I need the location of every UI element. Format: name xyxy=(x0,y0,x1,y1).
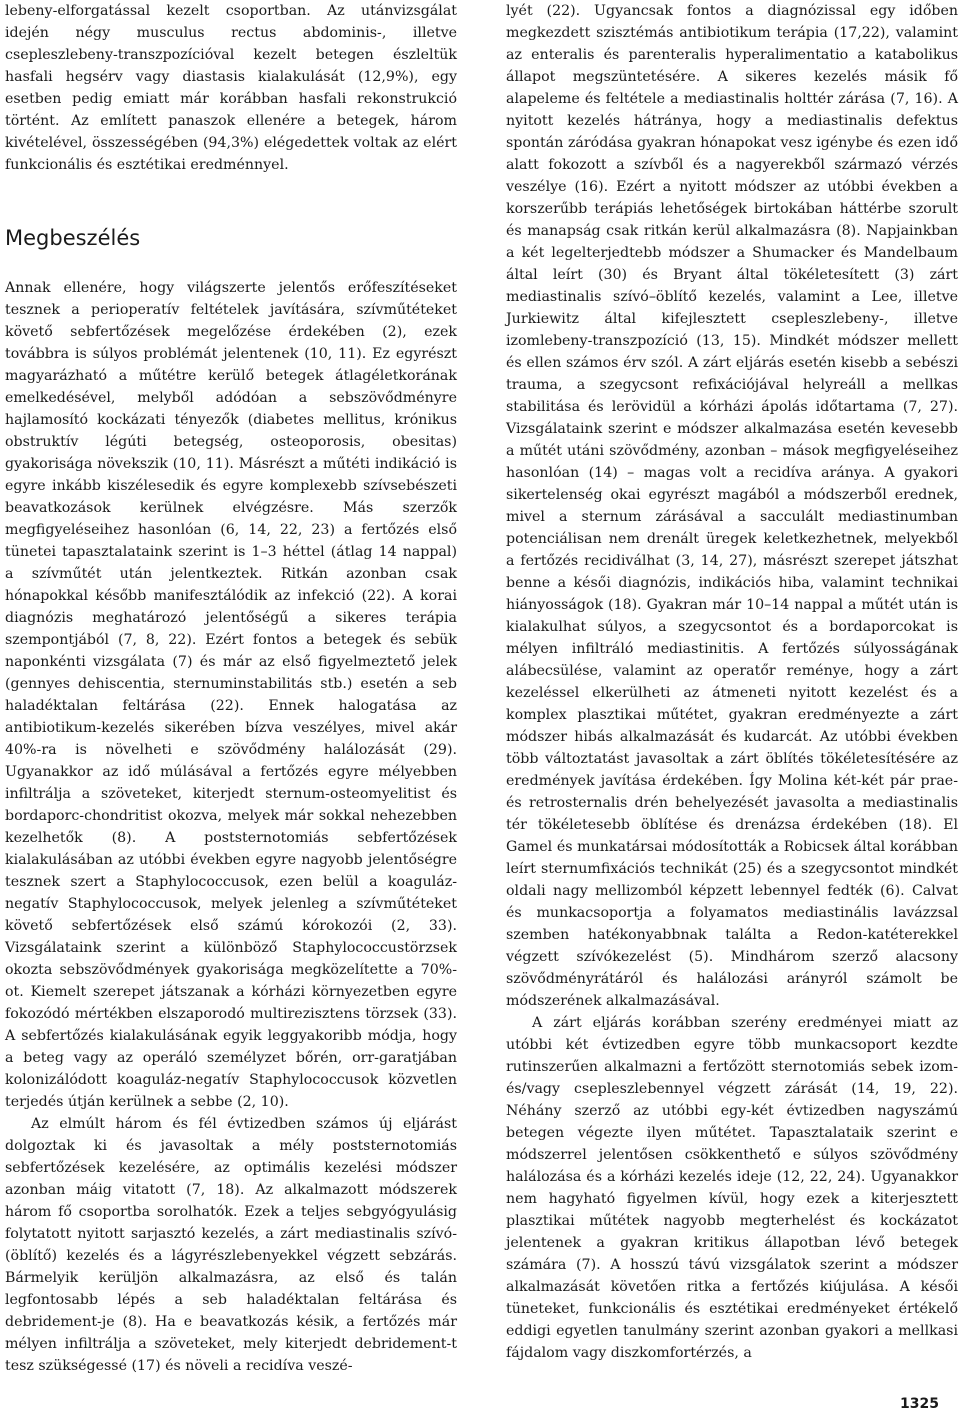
section-heading: Megbeszélés xyxy=(5,226,141,250)
body-paragraph: A zárt eljárás korábban szerény eredményei miatt az utóbbi két évtizedben egyre több munkacsoport kezdte rutinszerűen alkalmazni a fertőzött sternotomiás sebek izom- és/vagy csepleszlebennyel végzett zárását (14, 19, 22). Néhány szerző az utóbbi egy-két évtizedben nagyszámú betegen végezte ilyen műtétet. Tapasztalataik szerint e módszerrel jelentősen csökkenthető e súlyos szövődmény halálozása és a kórházi kezelés ideje (12, 22, 24). Ugyanakkor nem hagyható figyelmen kívül, hogy ezek a kiterjesztett plasztikai műtétek nagyobb megterhelést és kockázatot jelentenek a gyakran kritikus állapotban lévő betegek számára (7). A hosszú távú vizsgálatok szerint a módszer alkalmazását követően ritka a fertőzés kiújulása. A késői tüneteket, funkcionális és esztétikai eredményeket értékelő eddigi egyetlen tanulmány szerint azonban gyakori a mellkasi fájdalom vagy diszkomfortérzés, a xyxy=(506,1015,958,1361)
right-column xyxy=(506,0,958,1364)
page-number: 1325 xyxy=(900,1396,939,1412)
body-paragraph: Annak ellenére, hogy világszerte jelentős erőfeszítéseket tesznek a perioperatív feltételek javítására, szívműtéteket követő sebfertőzések megelőzése érdekében (2), ezek továbbra is súlyos problémát jelentenek (10, 11). Ez egyrészt magyarázható a műtétre kerülő betegek átlagéletkorának emelkedésével, melyből adódóan a sebszövődményre hajlamosító kockázati tényezők (diabetes mellitus, krónikus obstruktív légúti betegség, osteoporosis, obesitas) gyakorisága növekszik (10, 11). Másrészt a műtéti indikáció is egyre inkább kiszélesedik és egyre komplexebb szívsebészeti beavatkozások kerülnek elvégzésre. Más szerzők megfigyeléseihez hasonlóan (6, 14, 22, 23) a fertőzés első tünetei tapasztalataink szerint is 1–3 héttel (átlag 14 nappal) a szívműtét után jelentkeztek. Ritkán azonban csak hónapokkal később manifesztálódik az infekció (22). A korai diagnózis meghatározó jelentőségű a sikeres terápia szempontjából (7, 8, 22). Ezért fontos a betegek és sebük naponkénti vizsgálata (7) és már az első figyelmeztető jelek (gennyes dehiscentia, sternuminstabilitás stb.) esetén a seb haladéktalan feltárása (22). Ennek halogatása az antibiotikum-kezelés sikerében bízva veszélyes, mivel akár 40%-ra is növelheti e szövődmény halálozását (29). Ugyanakkor az idő múlásával a fertőzés egyre mélyebben infiltrálja a szöveteket, kiterjedt sternum-osteomyelitist és bordaporc-chondritist okozva, melyek már sokkal nehezebben kezelhetők (8). A poststernotomiás sebfertőzések kialakulásában az utóbbi években egyre nagyobb jelentőségre tesznek szert a Staphylococcusok, ezen belül a koaguláz-negatív Staphylococcusok, melyek jelenleg a szívműtéteket követő sebfertőzések első számú kórokozói (2, 33). Vizsgálataink szerint a különböző Staphylococcustörzsek okozta sebszövődmények gyakorisága megközelítette a 70%-ot. Kiemelt szerepet játszanak a kórházi környezetben egyre fokozódó mértékben elszaporodó multirezisztens törzsek (33). A sebfertőzés kialakulásának egyik leggyakoribb módja, hogy a beteg vagy az operáló személyzet bőrén, orr-garatjában kolonizálódott koaguláz-negatív Staphylococcusok közvetlen terjedés útján kerülnek a sebbe (2, 10). xyxy=(5,280,457,1110)
body-paragraph: Az elmúlt három és fél évtizedben számos új eljárást dolgoztak ki és javasoltak a mély poststernotomiás sebfertőzések kezelésére, az optimális kezelési módszer azonban máig vitatott (7, 18). Az alkalmazott módszerek három fő csoportba sorolhatók. Ezek a teljes sebgyógyulásig folytatott nyitott sarjasztó kezelés, a zárt mediastinalis szívó-(öblítő) kezelés és a lágyrészlebenyekkel végzett sebzárás. Bármelyik kerüljön alkalmazásra, az első és talán legfontosabb lépés a seb haladéktalan feltárása és debridement-je (8). Ha e beavatkozás késik, a fertőzés már mélyen infiltrálja a szöveteket, mely kiterjedt debridement-t tesz szükségessé (17) és növeli a recidíva veszé- xyxy=(5,1116,457,1374)
intro-paragraph: lebeny-elforgatással kezelt csoportban. Az utánvizsgálat idején négy musculus rectus abdominis-, illetve csepleszlebeny-transzpozícióval kezelt betegen észleltük hasfali hegsérv vagy diastasis kialakulását (12,9%), egy esetben pedig emiatt már korábban hasfali rekonstrukció történt. Az említett panaszok ellenére a betegek, három kivételével, összességében (94,3%) elégedettek voltak az elért funkcionális és esztétikai eredménnyel. xyxy=(5,3,457,173)
left-column xyxy=(5,0,457,1377)
body-paragraph: lyét (22). Ugyancsak fontos a diagnózissal egy időben megkezdett szisztémás antibiotikum terápia (17,22), valamint az enteralis és parenteralis hyperalimentatio a katabolikus állapot megszüntetésére. A sikeres kezelés másik fő alapeleme és feltétele a mediastinalis holttér zárása (7, 16). A nyitott kezelés hátránya, hogy a mediastinalis defektus spontán záródása gyakran hónapokat vesz igénybe és ezen idő alatt fokozott a szívből és a nagyerekből származó vérzés veszélye (16). Ezért a nyitott módszer az utóbbi években a korszerűbb terápiás lehetőségek birtokában háttérbe szorult és manapság csak ritkán kerül alkalmazásra (8). Napjainkban a két legelterjedtebb módszer a Shumacker és Mandelbaum által leírt (30) és Bryant által tökéletesített (3) zárt mediastinalis szívó–öblítő kezelés, valamint a Lee, illetve Jurkiewitz által kifejlesztett csepleszlebeny-, illetve izomlebeny-transzpozíció (13, 15). Mindkét módszer mellett és ellen számos érv szól. A zárt eljárás esetén kisebb a sebészi trauma, a szegycsont refixációjával helyreáll a mellkas stabilitása és lerövidül a kórházi ápolás időtartama (7, 27). Vizsgálataink szerint e módszer alkalmazása esetén kevesebb a műtét utáni szövődmény, azonban – mások megfigyeléseihez hasonlóan (14) – magas volt a recidíva aránya. A gyakori sikertelenség okai egyrészt magából a módszerből erednek, mivel a sternum zárásával a sacculált mediastinumban potenciálisan nem drenált üregek keletkezhetnek, melyekből a fertőzés recidiválhat (3, 14, 27), másrészt szerepet játszhat benne a késői diagnózis, indikációs hiba, valamint technikai hiányosságok (18). Gyakran már 10–14 nappal a műtét után is kialakulhat súlyos, a szegycsontot és a bordaporcokat is mélyen infiltráló mediastinitis. A fertőzés súlyosságának alábecsülése, valamint az operatőr reménye, hogy a zárt kezeléssel elkerülheti az átmeneti nyitott kezelést és a komplex plasztikai műtétet, gyakran eredményezte a zárt módszer hibás alkalmazását és kudarcát. Az utóbbi években több változtatást javasoltak a zárt öblítés tökéletesítésére az eredmények javítása érdekében. Így Molina két-két pár prae- és retrosternalis drén behelyezését javasolta a mediastinalis tér tökéletesebb öblítése és drenázsa érdekében (18). El Gamel és munkatársai módosították a Robicsek által korábban leírt sternumfixációs technikát (25) és a szegycsontot mindkét oldali nagy mellizomból képzett lebennyel fedték (6). Calvat és munkacsoportja a folyamatos mediastinális lavázzsal szemben hatékonyabbnak találta a Redon-katéterekkel végzett szívókezelést (5). Mindhárom szerző alacsony szövődményrátáról és halálozási arányról számolt be módszerének alkalmazásával. xyxy=(506,3,958,1009)
